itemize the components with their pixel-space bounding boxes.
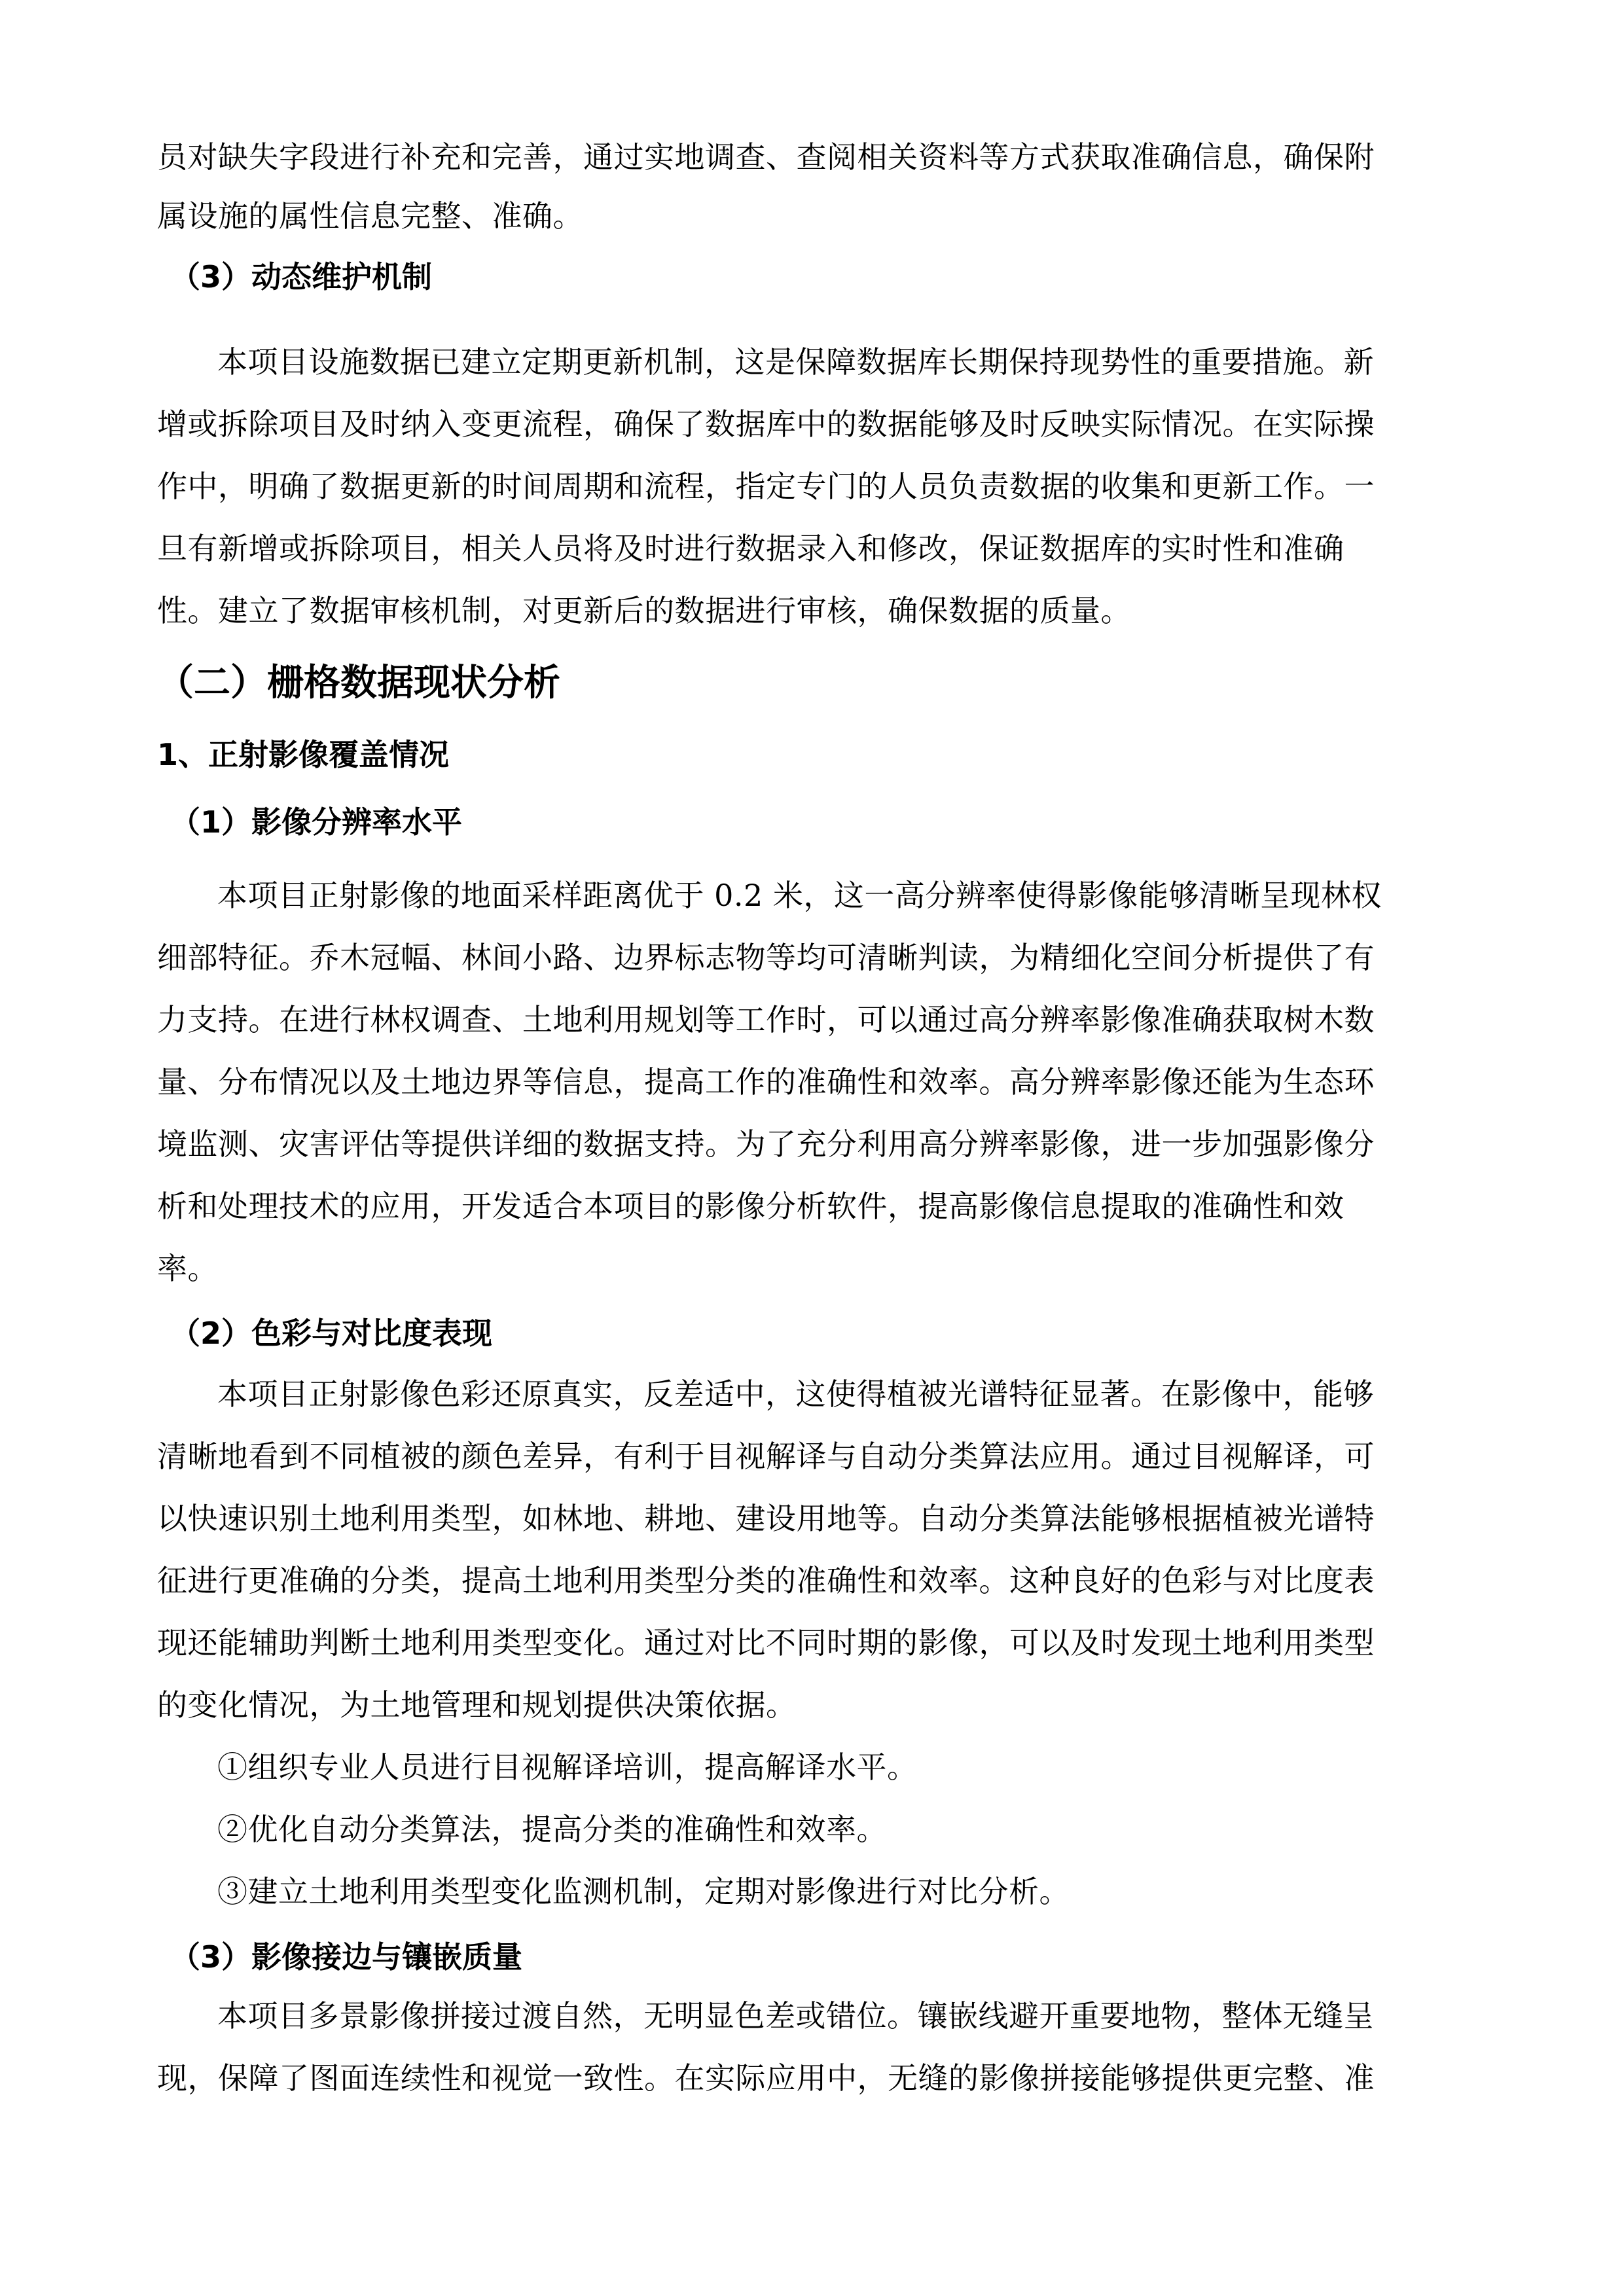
- paragraph-line: 析和处理技术的应用，开发适合本项目的影像分析软件，提高影像信息提取的准确性和效: [157, 1189, 1344, 1224]
- paragraph-line: 旦有新增或拆除项目，相关人员将及时进行数据录入和修改，保证数据库的实时性和准确: [157, 531, 1344, 566]
- paragraph-line: 率。: [157, 1251, 218, 1286]
- subsection-heading: （1）影像分辨率水平: [170, 804, 463, 840]
- paragraph-line: 本项目正射影像的地面采样距离优于 0.2 米，这一高分辨率使得影像能够清晰呈现林权: [217, 878, 1382, 913]
- paragraph-line: 本项目正射影像色彩还原真实，反差适中，这使得植被光谱特征显著。在影像中，能够: [217, 1376, 1374, 1412]
- subsection-heading: （3）影像接边与镶嵌质量: [170, 1939, 523, 1975]
- paragraph-line: 本项目设施数据已建立定期更新机制，这是保障数据库长期保持现势性的重要措施。新: [217, 344, 1374, 380]
- paragraph-line: 属设施的属性信息完整、准确。: [157, 198, 583, 234]
- subsection-heading: （3）动态维护机制: [170, 259, 433, 295]
- paragraph-line: 以快速识别土地利用类型，如林地、耕地、建设用地等。自动分类算法能够根据植被光谱特: [157, 1501, 1375, 1536]
- paragraph-line: 的变化情况，为土地管理和规划提供决策依据。: [157, 1687, 797, 1723]
- list-item: ①组织专业人员进行目视解译培训，提高解译水平。: [217, 1749, 918, 1785]
- paragraph-line: 力支持。在进行林权调查、土地利用规划等工作时，可以通过高分辨率影像准确获取树木数: [157, 1002, 1375, 1037]
- paragraph-line: 清晰地看到不同植被的颜色差异，有利于目视解译与自动分类算法应用。通过目视解译，可: [157, 1439, 1375, 1474]
- paragraph-line: 境监测、灾害评估等提供详细的数据支持。为了充分利用高分辨率影像，进一步加强影像分: [157, 1126, 1375, 1162]
- paragraph-line: 现，保障了图面连续性和视觉一致性。在实际应用中，无缝的影像拼接能够提供更完整、准: [157, 2060, 1375, 2096]
- paragraph-line: 增或拆除项目及时纳入变更流程，确保了数据库中的数据能够及时反映实际情况。在实际操: [157, 406, 1375, 442]
- paragraph-line: 作中，明确了数据更新的时间周期和流程，指定专门的人员负责数据的收集和更新工作。一: [157, 469, 1375, 504]
- paragraph-line: 现还能辅助判断土地利用类型变化。通过对比不同时期的影像，可以及时发现土地利用类型: [157, 1625, 1375, 1660]
- list-item: ③建立土地利用类型变化监测机制，定期对影像进行对比分析。: [217, 1874, 1070, 1909]
- paragraph-line: 性。建立了数据审核机制，对更新后的数据进行审核，确保数据的质量。: [157, 593, 1131, 628]
- paragraph-line: 本项目多景影像拼接过渡自然，无明显色差或错位。镶嵌线避开重要地物，整体无缝呈: [217, 1998, 1374, 2034]
- paragraph-line: 员对缺失字段进行补充和完善，通过实地调查、查阅相关资料等方式获取准确信息，确保附: [157, 139, 1375, 175]
- list-item: ②优化自动分类算法，提高分类的准确性和效率。: [217, 1812, 887, 1847]
- subsection-heading: 1、正射影像覆盖情况: [157, 737, 450, 772]
- paragraph-line: 细部特征。乔木冠幅、林间小路、边界标志物等均可清晰判读，为精细化空间分析提供了有: [157, 940, 1375, 975]
- subsection-heading: （2）色彩与对比度表现: [170, 1316, 493, 1351]
- section-heading: （二）栅格数据现状分析: [157, 662, 560, 704]
- paragraph-line: 征进行更准确的分类，提高土地利用类型分类的准确性和效率。这种良好的色彩与对比度表: [157, 1563, 1375, 1598]
- paragraph-line: 量、分布情况以及土地边界等信息，提高工作的准确性和效率。高分辨率影像还能为生态环: [157, 1064, 1375, 1100]
